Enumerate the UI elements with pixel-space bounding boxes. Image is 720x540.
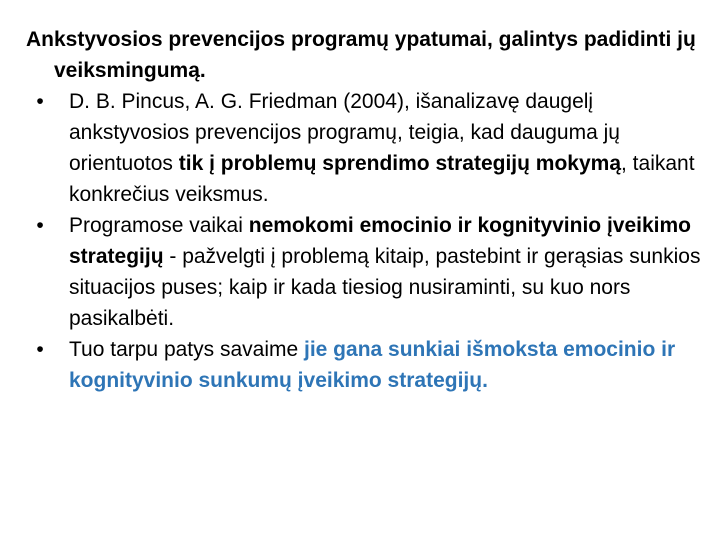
bullet-emphasis: nemokomi emocinio ir kognityvinio įveikimo strategijų (69, 214, 692, 268)
bullet-icon: • (36, 338, 44, 361)
bullet-text-end: , taikant konkrečius veiksmus. (69, 152, 695, 206)
bullet-icon: • (36, 214, 44, 237)
bullet-text: Programose vaikai (69, 214, 249, 237)
bullet-highlight: jie gana sunkiai išmoksta emocinio ir kognityvinio sunkumų įveikimo strategijų. (69, 338, 676, 392)
slide-content (26, 24, 706, 396)
bullet-emphasis: tik į problemų sprendimo strategijų mokymą (178, 152, 622, 175)
bullet-text: Tuo tarpu patys savaime (69, 338, 304, 361)
bullet-item-pincus-friedman (26, 86, 706, 210)
bullet-text-end: - pažvelgti į problemą kitaip, pastebint ir gerąsias sunkios situacijos puses; kaip ir kada tiesiog nusiraminti, su kuo nors pasikalbėti. (69, 245, 701, 330)
bullet-list (26, 86, 706, 396)
bullet-item-programs (26, 210, 706, 334)
slide-heading: Ankstyvosios prevencijos programų ypatumai, galintys padidinti jų veiksmingumą. (26, 28, 696, 82)
bullet-icon: • (36, 90, 44, 113)
bullet-text: D. B. Pincus, A. G. Friedman (2004), išanalizavę daugelį ankstyvosios prevencijos programų, teigia, kad dauguma jų orientuotos (69, 90, 620, 175)
bullet-item-self-learning (26, 334, 706, 396)
